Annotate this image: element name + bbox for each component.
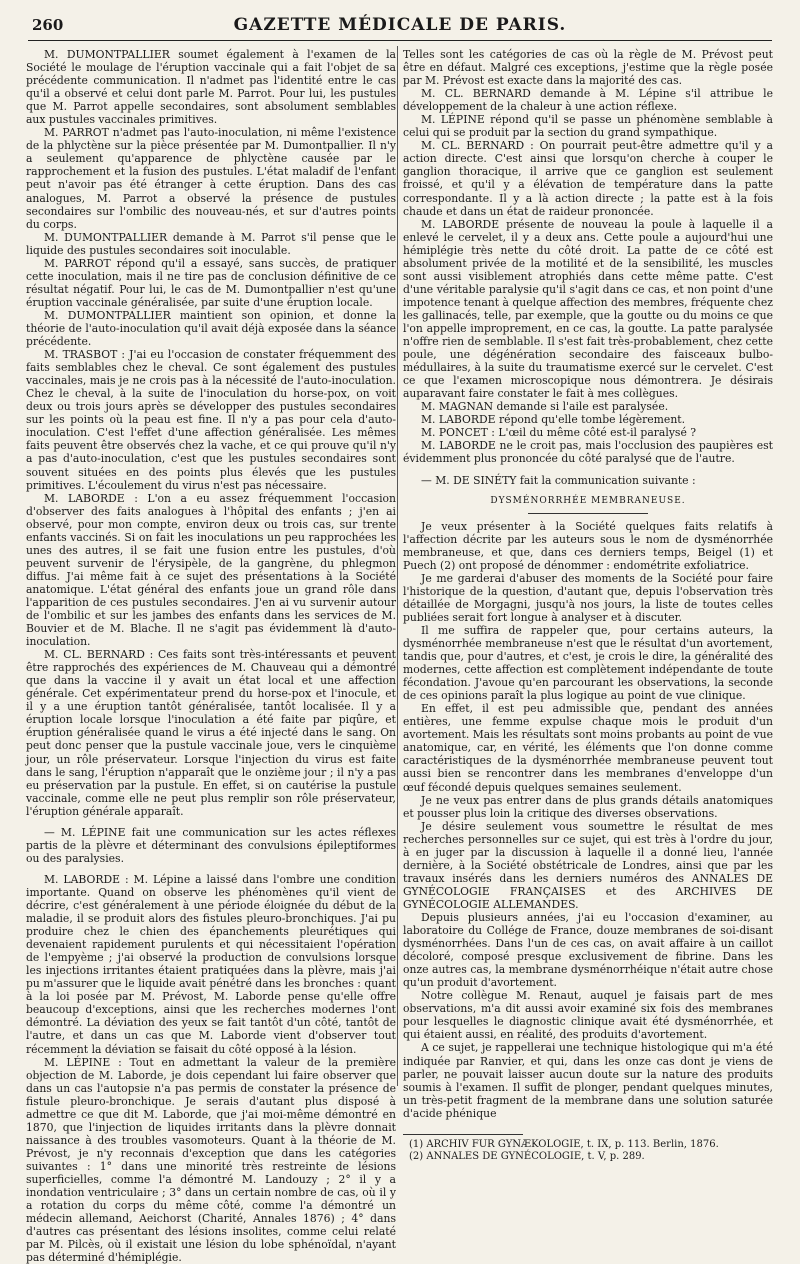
footnote: (1) ARCHIV FUR GYNÆKOLOGIE, t. IX, p. 113. Berlin, 1876. — [409, 1138, 719, 1150]
paragraph: En effet, il est peu admissible que, pendant des années entières, une femme expulse chaque mois le produit d'un avortement. Mais les résultats sont moins probants au point de vue anatomique, car, en vérité, les éléments que l'on donne comme caractéristiques de la dysménorrhée membraneuse peuvent tout aussi bien se rencontrer dans les membranes d'enveloppe d'un œuf fécondé depuis quelques semaines seulement. — [403, 702, 773, 794]
paragraph: M. MAGNAN demande si l'aile est paralysée. — [421, 400, 669, 414]
paragraph: Je veux présenter à la Société quelques faits relatifs à l'affection décrite par les auteurs sous le nom de dysménorrhée membraneuse, et que, dans ces derniers temps, Beigel (1) et Puech (2) ont proposé de dénommer : endométrite exfoliatrice. — [403, 519, 773, 572]
paragraph: — M. DE SINÉTY fait la communication suivante : — [421, 473, 696, 487]
paragraph: M. LABORDE ne le croit pas, mais l'occlusion des paupières est évidemment plus prononcée du côté paralysé que de l'autre. — [403, 439, 773, 466]
footnote-rule — [403, 1134, 523, 1135]
paragraph: Depuis plusieurs années, j'ai eu l'occasion d'examiner, au laboratoire du Collége de France, douze membranes de soi-disant dysménorrhées. Dans l'un de ces cas, on avait affaire à un caillot décoloré, composé presque exclusivement de fibrine. Dans les onze autres cas, la membrane dysménorrhéique n'était autre chose qu'un produit d'avortement. — [403, 911, 773, 990]
paragraph: M. LABORDE : L'on a eu assez fréquemment l'occasion d'observer des faits analogues à l'hôpital des enfants ; j'en ai observé, pour mon compte, environ deux ou trois cas, sur trente enfants vaccinés. Si on fait les inoculations un peu rapprochées les unes des autres, il se fait une fusion entre les pustules, d'où peuvent survenir de l'érysipèle, de la gangrène, du phlegmon diffus. J'ai même fait à ce sujet des présentations à la Société anatomique. L'état général des enfants joue un grand rôle dans l'apparition de ces pustules secondaires. J'en ai vu survenir autour de l'ombilic et sur les jambes des enfants dans les services de M. Bouvier et de M. Blache. Il ne s'agit pas évidemment là d'auto-inoculation. — [26, 491, 396, 649]
paragraph: M. DUMONTPALLIER maintient son opinion, et donne la théorie de l'auto-inoculation qu'il avait déjà exposée dans la séance précédente. — [26, 308, 397, 349]
paragraph: M. LÉPINE répond qu'il se passe un phénomène semblable à celui qui se produit par la section du grand sympathique. — [403, 113, 773, 140]
left-column — [26, 48, 397, 1264]
paragraph: Je me garderai d'abuser des moments de la Société pour faire l'historique de la question, d'autant que, depuis l'observation très détaillée de Morgagni, jusqu'à nos jours, la liste de toutes celles publiées serait fort longue à analyser et à discuter. — [403, 571, 773, 624]
paragraph: Je désire seulement vous soumettre le résultat de mes recherches personnelles sur ce sujet, qui est très à l'ordre du jour, à en juger par la discussion à laquelle il a donné lieu, l'année dernière, à la Société obstétricale de Londres, ainsi que par les travaux insérés dans les derniers numéros des ANNALES DE GYNÉCOLOGIE FRANÇAISES et des ARCHIVES DE GYNÉCOLOGIE ALLEMANDES. — [403, 819, 773, 911]
paragraph: Je ne veux pas entrer dans de plus grands détails anatomiques et pousser plus loin la critique des diverses observations. — [403, 793, 773, 820]
paragraph: M. PARROT répond qu'il a essayé, sans succès, de pratiquer cette inoculation, mais il ne tire pas de conclusion définitive de ce résultat négatif. Pour lui, le cas de M. Dumontpallier n'est qu'une éruption vaccinale généralisée, par suite d'une éruption locale. — [26, 256, 396, 309]
paragraph: Telles sont les catégories de cas où la règle de M. Prévost peut être en défaut. Malgré ces exceptions, j'estime que la règle posée par M. Prévost est exacte dans la majorité des cas. — [403, 48, 773, 88]
section-title: DYSMÉNORRHÉE MEMBRANEUSE. — [490, 495, 686, 506]
paragraph: M. LABORDE : M. Lépine a laissé dans l'ombre une condition importante. Quand on observe les phénomènes qu'il vient de décrire, c'est généralement à une période éloignée du début de la maladie, il se produit alors des fistules pleuro-bronchiques. J'ai pu produire chez le chien des épanchements pleurétiques qui devenaient rapidement purulents et qui nécessitaient l'opération de l'empyème ; j'ai observé la production de convulsions lorsque les injections irritantes étaient pratiquées dans la plèvre, mais j'ai pu m'assurer que le liquide avait pénétré dans les bronches : quant à la loi posée par M. Prévost, M. Laborde pense qu'elle offre beaucoup d'exceptions, ainsi que les recherches modernes l'ont démontré. La déviation des yeux se fait tantôt d'un côté, tantôt de l'autre, et dans un cas que M. Laborde vient d'observer tout récemment la déviation se faisait du côté opposé à la lésion. — [26, 872, 396, 1056]
paragraph: M. CL. BERNARD demande à M. Lépine s'il attribue le développement de la chaleur à une action réflexe. — [403, 87, 773, 114]
paragraph: M. DUMONTPALLIER soumet également à l'examen de la Société le moulage de l'éruption vaccinale qui a fait l'objet de sa précédente communication. Il n'admet pas l'identité entre le cas qu'il a observé et celui dont parle M. Parrot. Pour lui, les pustules que M. Parrot appelle secondaires, sont absolument semblables aux pustules vaccinales primitives. — [26, 48, 396, 127]
paragraph: M. CL. BERNARD : On pourrait peut-être admettre qu'il y a action directe. C'est ainsi que lorsqu'on cherche à couper le ganglion thoracique, il arrive que ce ganglion est seulement froissé, et qu'il y a élévation de température dans la patte correspondante. Il y a là action directe ; la patte est à la fois chaude et dans un état de raideur prononcée. — [403, 139, 773, 218]
paragraph: M. PARROT n'admet pas l'auto-inoculation, ni même l'existence de la phlyctène sur la pièce présentée par M. Dumontpallier. Il n'y a seulement qu'apparence de phlyctène causée par le rapprochement et la fusion des pustules. L'état maladif de l'enfant peut n'avoir pas été étranger à cette éruption. Dans des cas analogues, M. Parrot a observé la présence de pustules secondaires sur l'ombilic des nouveau-nés, et sur d'autres points du corps. — [26, 126, 396, 231]
paragraph: Il me suffira de rappeler que, pour certains auteurs, la dysménorrhée membraneuse n'est que le résultat d'un avortement, tandis que, pour d'autres, et c'est, je crois le dire, la généralité des modernes, cette affection est complètement indépendante de toute fécondation. J'avoue qu'en parcourant les observations, la seconde de ces opinions paraît la plus logique au point de vue clinique. — [403, 623, 773, 703]
section-divider — [528, 513, 648, 514]
paragraph: M. CL. BERNARD : Ces faits sont très-intéressants et peuvent être rapprochés des expériences de M. Chauveau qui a démontré que dans la vaccine il y avait un état local et une affection générale. Cet expérimentateur prend du horse-pox et l'inocule, et il y a une éruption tantôt généralisée, tantôt localisée. Il y a éruption locale lorsque l'inoculation a été faite par piqûre, et éruption généralisée quand le virus a été injecté dans le sang. On peut donc penser que la pustule vaccinale joue, vers le cinquième jour, un rôle préservateur. Lorsque l'injection du virus est faite dans le sang, l'éruption n'apparaît que le onzième jour ; il n'y a pas eu préservation par la pustule. En effet, si on cautérise la pustule vaccinale, comme elle ne peut plus remplir son rôle préservateur, l'éruption générale apparaît. — [26, 648, 396, 818]
column-rule — [397, 46, 398, 1086]
paragraph: M. PONCET : L'œil du même côté est-il paralysé ? — [421, 426, 697, 440]
paragraph: M. LABORDE présente de nouveau la poule à laquelle il a enlevé le cervelet, il y a deux ans. Cette poule a aujourd'hui une hémiplégie très nette du côté droit. La patte de ce côté est absolument privée de la motilité et de la sensibilité, les muscles sont aussi visiblement atrophiés dans cette même patte. C'est d'une véritable paralysie qu'il s'agit dans ce cas, et non point d'une impotence tenant à quelque affection des membres, fréquente chez les gallinacés, telle, par exemple, que la goutte ou du moins ce que l'on appelle improprement, en ce cas, la goutte. La patte paralysée n'offre rien de semblable. Il s'est fait très-probablement, chez cette poule, une dégénération secondaire des faisceaux bulbo-médullaires, à la suite du traumatisme exercé sur le cervelet. C'est ce que l'examen microscopique nous démontrera. Je désirais auparavant faire constater le fait à mes collègues. — [403, 217, 773, 401]
page-number: 260 — [32, 16, 64, 34]
paragraph: M. LABORDE répond qu'elle tombe légèrement. — [421, 413, 686, 427]
paragraph: M. DUMONTPALLIER demande à M. Parrot s'il pense que le liquide des pustules secondaires soit inoculable. — [26, 230, 396, 257]
paragraph: M. LÉPINE : Tout en admettant la valeur de la première objection de M. Laborde, je dois cependant lui faire observer que dans un cas l'autopsie n'a pas permis de constater la présence de fistule pleuro-bronchique. Je serais d'autant plus disposé à admettre ce que dit M. Laborde, que j'ai moi-même démontré en 1870, que l'injection de liquides irritants dans la plèvre donnait naissance à des troubles vasomoteurs. Quant à la théorie de M. Prévost, je n'y reconnais d'exception que dans les catégories suivantes : 1° dans une minorité très restreinte de lésions superficielles, comme l'a démontré M. Landouzy ; 2° il y a inondation ventriculaire ; 3° dans un certain nombre de cas, où il y a rotation du corps du même côté, comme l'a démontré un médecin allemand, Aeichorst (Charité, Annales 1876) ; 4° dans d'autres cas présentant des lésions insolites, comme celui relaté par M. Pilcès, où il existait une lésion du lobe sphénoïdal, n'ayant pas déterminé d'hémiplégie. — [26, 1055, 396, 1264]
paragraph: Notre collègue M. Renaut, auquel je faisais part de mes observations, m'a dit aussi avoir examiné six fois des membranes pour lesquelles le diagnostic clinique avait été dysménorrhée, et qui étaient aussi, en réalité, des produits d'avortement. — [403, 989, 773, 1042]
paragraph: — M. LÉPINE fait une communication sur les actes réflexes partis de la plèvre et déterminant des convulsions épileptiformes ou des paralysies. — [26, 825, 396, 865]
journal-title: GAZETTE MÉDICALE DE PARIS. — [233, 15, 567, 35]
footnote: (2) ANNALES DE GYNÉCOLOGIE, t. V, p. 289. — [409, 1150, 645, 1162]
page-header — [28, 14, 772, 41]
paragraph: M. TRASBOT : J'ai eu l'occasion de constater fréquemment des faits semblables chez le cheval. Ce sont également des pustules vaccinales, mais je ne crois pas à la nécessité de l'auto-inoculation. Chez le cheval, à la suite de l'inoculation du horse-pox, on voit deux ou trois jours après se développer des pustules secondaires sur les points où la peau est fine. Il n'y a pas pour cela d'auto-inoculation. C'est l'effet d'une affection généralisée. Les mêmes faits peuvent être observés chez la vache, et ce qui prouve qu'il n'y a pas d'auto-inoculation, c'est que les pustules secondaires sont souvent situées en des points plus élevés que les pustules primitives. L'écoulement du virus n'est pas nécessaire. — [26, 348, 396, 492]
paragraph: A ce sujet, je rappellerai une technique histologique qui m'a été indiquée par Ranvier, et qui, dans les onze cas dont je viens de parler, ne pouvait laisser aucun doute sur la nature des produits soumis à l'examen. Il suffit de plonger, pendant quelques minutes, un très-petit fragment de la membrane dans une solution saturée d'acide phénique — [403, 1041, 773, 1120]
right-column — [403, 48, 773, 1162]
